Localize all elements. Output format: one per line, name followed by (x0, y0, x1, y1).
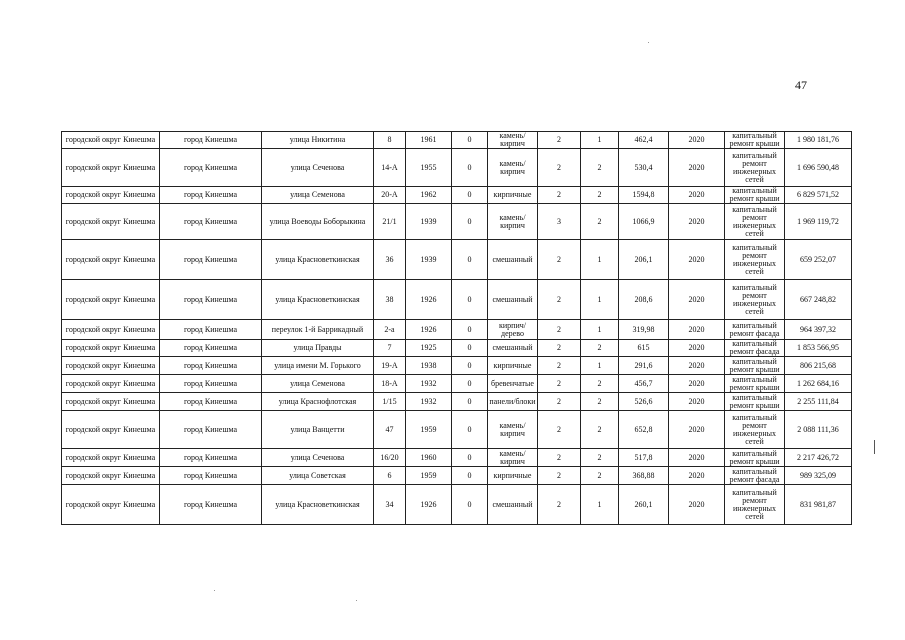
work-type-cell: капитальный ремонт инженерных сетей (725, 149, 785, 187)
work-type-cell: капитальный ремонт инженерных сетей (725, 240, 785, 280)
cost-cell: 2 088 111,36 (785, 411, 852, 449)
cost-cell: 2 255 111,84 (785, 393, 852, 411)
work-type-cell: капитальный ремонт крыши (725, 375, 785, 393)
sections-cell: 2 (581, 187, 619, 204)
city-cell: город Кинешма (160, 375, 262, 393)
cost-cell: 1 853 566,95 (785, 340, 852, 357)
area-cell: 206,1 (619, 240, 669, 280)
area-cell: 1066,9 (619, 204, 669, 240)
plan-year-cell: 2020 (669, 204, 725, 240)
municipality-cell: городской округ Кинешма (62, 340, 160, 357)
material-cell: камень/кирпич (488, 132, 538, 149)
floors-cell: 2 (538, 375, 581, 393)
work-type-cell: капитальный ремонт крыши (725, 132, 785, 149)
municipality-cell: городской округ Кинешма (62, 393, 160, 411)
house-cell: 34 (374, 485, 406, 525)
table-row (62, 411, 852, 449)
city-cell: город Кинешма (160, 280, 262, 320)
floors-cell: 2 (538, 467, 581, 485)
sections-cell: 2 (581, 393, 619, 411)
plan-year-cell: 2020 (669, 340, 725, 357)
area-cell: 530,4 (619, 149, 669, 187)
area-cell: 462,4 (619, 132, 669, 149)
area-cell: 615 (619, 340, 669, 357)
table-row (62, 132, 852, 149)
year-cell: 1939 (406, 240, 452, 280)
plan-year-cell: 2020 (669, 132, 725, 149)
area-cell: 1594,8 (619, 187, 669, 204)
house-cell: 16/20 (374, 449, 406, 467)
street-cell: улица Никитина (262, 132, 374, 149)
zero-cell: 0 (452, 485, 488, 525)
municipality-cell: городской округ Кинешма (62, 149, 160, 187)
house-cell: 7 (374, 340, 406, 357)
material-cell: камень/кирпич (488, 149, 538, 187)
cost-cell: 667 248,82 (785, 280, 852, 320)
sections-cell: 1 (581, 357, 619, 375)
cost-cell: 1 262 684,16 (785, 375, 852, 393)
area-cell: 319,98 (619, 320, 669, 340)
material-cell: кирпич/дерево (488, 320, 538, 340)
floors-cell: 2 (538, 149, 581, 187)
cost-cell: 2 217 426,72 (785, 449, 852, 467)
municipality-cell: городской округ Кинешма (62, 204, 160, 240)
sections-cell: 2 (581, 340, 619, 357)
sections-cell: 2 (581, 149, 619, 187)
material-cell: смешанный (488, 240, 538, 280)
material-cell: бревенчатые (488, 375, 538, 393)
table-row (62, 320, 852, 340)
table-row (62, 467, 852, 485)
municipality-cell: городской округ Кинешма (62, 132, 160, 149)
area-cell: 526,6 (619, 393, 669, 411)
plan-year-cell: 2020 (669, 411, 725, 449)
page-number: 47 (795, 78, 807, 92)
cost-cell: 831 981,87 (785, 485, 852, 525)
plan-year-cell: 2020 (669, 149, 725, 187)
zero-cell: 0 (452, 411, 488, 449)
material-cell: кирпичные (488, 357, 538, 375)
floors-cell: 2 (538, 411, 581, 449)
house-cell: 20-А (374, 187, 406, 204)
cost-cell: 989 325,09 (785, 467, 852, 485)
house-cell: 14-А (374, 149, 406, 187)
zero-cell: 0 (452, 449, 488, 467)
cost-cell: 6 829 571,52 (785, 187, 852, 204)
sections-cell: 1 (581, 280, 619, 320)
street-cell: улица Сеченова (262, 149, 374, 187)
municipality-cell: городской округ Кинешма (62, 411, 160, 449)
floors-cell: 2 (538, 187, 581, 204)
sections-cell: 1 (581, 320, 619, 340)
city-cell: город Кинешма (160, 240, 262, 280)
year-cell: 1932 (406, 393, 452, 411)
area-cell: 456,7 (619, 375, 669, 393)
city-cell: город Кинешма (160, 467, 262, 485)
table-row (62, 485, 852, 525)
floors-cell: 2 (538, 280, 581, 320)
table-row (62, 280, 852, 320)
street-cell: улица Краснофлотская (262, 393, 374, 411)
floors-cell: 2 (538, 340, 581, 357)
material-cell: кирпичные (488, 187, 538, 204)
work-type-cell: капитальный ремонт фасада (725, 467, 785, 485)
zero-cell: 0 (452, 149, 488, 187)
municipality-cell: городской округ Кинешма (62, 449, 160, 467)
floors-cell: 2 (538, 357, 581, 375)
scan-speck (356, 600, 357, 601)
sections-cell: 2 (581, 204, 619, 240)
work-type-cell: капитальный ремонт крыши (725, 187, 785, 204)
table-row (62, 375, 852, 393)
year-cell: 1938 (406, 357, 452, 375)
cost-cell: 1 969 119,72 (785, 204, 852, 240)
plan-year-cell: 2020 (669, 485, 725, 525)
floors-cell: 2 (538, 485, 581, 525)
sections-cell: 1 (581, 240, 619, 280)
work-type-cell: капитальный ремонт фасада (725, 340, 785, 357)
sections-cell: 1 (581, 132, 619, 149)
city-cell: город Кинешма (160, 357, 262, 375)
sections-cell: 2 (581, 411, 619, 449)
plan-year-cell: 2020 (669, 467, 725, 485)
plan-year-cell: 2020 (669, 375, 725, 393)
year-cell: 1939 (406, 204, 452, 240)
cost-cell: 806 215,68 (785, 357, 852, 375)
material-cell: смешанный (488, 280, 538, 320)
floors-cell: 2 (538, 449, 581, 467)
year-cell: 1959 (406, 467, 452, 485)
scan-speck (214, 590, 215, 591)
plan-year-cell: 2020 (669, 240, 725, 280)
street-cell: улица Воеводы Боборыкина (262, 204, 374, 240)
plan-year-cell: 2020 (669, 280, 725, 320)
year-cell: 1926 (406, 320, 452, 340)
material-cell: смешанный (488, 340, 538, 357)
plan-year-cell: 2020 (669, 187, 725, 204)
street-cell: переулок 1-й Баррикадный (262, 320, 374, 340)
cost-cell: 964 397,32 (785, 320, 852, 340)
zero-cell: 0 (452, 187, 488, 204)
municipality-cell: городской округ Кинешма (62, 357, 160, 375)
street-cell: улица Красноветкинская (262, 240, 374, 280)
floors-cell: 3 (538, 204, 581, 240)
city-cell: город Кинешма (160, 340, 262, 357)
sections-cell: 2 (581, 467, 619, 485)
floors-cell: 2 (538, 320, 581, 340)
table-row (62, 449, 852, 467)
zero-cell: 0 (452, 240, 488, 280)
street-cell: улица Семенова (262, 187, 374, 204)
area-cell: 208,6 (619, 280, 669, 320)
area-cell: 260,1 (619, 485, 669, 525)
municipality-cell: городской округ Кинешма (62, 280, 160, 320)
year-cell: 1926 (406, 485, 452, 525)
street-cell: улица Красноветкинская (262, 485, 374, 525)
work-type-cell: капитальный ремонт крыши (725, 393, 785, 411)
work-type-cell: капитальный ремонт фасада (725, 320, 785, 340)
material-cell: смешанный (488, 485, 538, 525)
house-cell: 2-а (374, 320, 406, 340)
sections-cell: 1 (581, 485, 619, 525)
plan-year-cell: 2020 (669, 393, 725, 411)
city-cell: город Кинешма (160, 393, 262, 411)
area-cell: 291,6 (619, 357, 669, 375)
zero-cell: 0 (452, 375, 488, 393)
plan-year-cell: 2020 (669, 449, 725, 467)
house-cell: 36 (374, 240, 406, 280)
street-cell: улица Советская (262, 467, 374, 485)
city-cell: город Кинешма (160, 320, 262, 340)
work-type-cell: капитальный ремонт инженерных сетей (725, 204, 785, 240)
municipality-cell: городской округ Кинешма (62, 240, 160, 280)
work-type-cell: капитальный ремонт инженерных сетей (725, 485, 785, 525)
material-cell: кирпичные (488, 467, 538, 485)
work-type-cell: капитальный ремонт инженерных сетей (725, 411, 785, 449)
street-cell: улица имени М. Горького (262, 357, 374, 375)
street-cell: улица Семенова (262, 375, 374, 393)
work-type-cell: капитальный ремонт крыши (725, 357, 785, 375)
city-cell: город Кинешма (160, 132, 262, 149)
street-cell: улица Сеченова (262, 449, 374, 467)
house-cell: 38 (374, 280, 406, 320)
table-row (62, 357, 852, 375)
floors-cell: 2 (538, 132, 581, 149)
work-type-cell: капитальный ремонт инженерных сетей (725, 280, 785, 320)
year-cell: 1926 (406, 280, 452, 320)
house-cell: 19-А (374, 357, 406, 375)
material-cell: камень/кирпич (488, 204, 538, 240)
street-cell: улица Правды (262, 340, 374, 357)
municipality-cell: городской округ Кинешма (62, 485, 160, 525)
floors-cell: 2 (538, 393, 581, 411)
scan-speck (648, 42, 649, 43)
cost-cell: 1 980 181,76 (785, 132, 852, 149)
zero-cell: 0 (452, 280, 488, 320)
year-cell: 1925 (406, 340, 452, 357)
municipality-cell: городской округ Кинешма (62, 467, 160, 485)
cost-cell: 1 696 590,48 (785, 149, 852, 187)
year-cell: 1961 (406, 132, 452, 149)
table-row (62, 240, 852, 280)
cost-cell: 659 252,07 (785, 240, 852, 280)
zero-cell: 0 (452, 320, 488, 340)
zero-cell: 0 (452, 132, 488, 149)
work-type-cell: капитальный ремонт крыши (725, 449, 785, 467)
material-cell: камень/кирпич (488, 449, 538, 467)
house-cell: 47 (374, 411, 406, 449)
house-cell: 8 (374, 132, 406, 149)
street-cell: улица Ванцетти (262, 411, 374, 449)
city-cell: город Кинешма (160, 449, 262, 467)
zero-cell: 0 (452, 357, 488, 375)
city-cell: город Кинешма (160, 204, 262, 240)
year-cell: 1959 (406, 411, 452, 449)
area-cell: 368,88 (619, 467, 669, 485)
house-cell: 21/1 (374, 204, 406, 240)
plan-year-cell: 2020 (669, 357, 725, 375)
sections-cell: 2 (581, 375, 619, 393)
house-cell: 18-А (374, 375, 406, 393)
housing-repair-table (61, 131, 852, 525)
plan-year-cell: 2020 (669, 320, 725, 340)
table-row (62, 393, 852, 411)
street-cell: улица Красноветкинская (262, 280, 374, 320)
city-cell: город Кинешма (160, 485, 262, 525)
sections-cell: 2 (581, 449, 619, 467)
margin-mark (874, 440, 875, 454)
house-cell: 6 (374, 467, 406, 485)
zero-cell: 0 (452, 393, 488, 411)
year-cell: 1960 (406, 449, 452, 467)
year-cell: 1932 (406, 375, 452, 393)
house-cell: 1/15 (374, 393, 406, 411)
area-cell: 652,8 (619, 411, 669, 449)
material-cell: панели/блоки (488, 393, 538, 411)
municipality-cell: городской округ Кинешма (62, 187, 160, 204)
municipality-cell: городской округ Кинешма (62, 375, 160, 393)
year-cell: 1962 (406, 187, 452, 204)
table-row (62, 204, 852, 240)
city-cell: город Кинешма (160, 411, 262, 449)
floors-cell: 2 (538, 240, 581, 280)
table-row (62, 149, 852, 187)
zero-cell: 0 (452, 204, 488, 240)
city-cell: город Кинешма (160, 149, 262, 187)
area-cell: 517,8 (619, 449, 669, 467)
municipality-cell: городской округ Кинешма (62, 320, 160, 340)
table-row (62, 340, 852, 357)
zero-cell: 0 (452, 340, 488, 357)
zero-cell: 0 (452, 467, 488, 485)
table-row (62, 187, 852, 204)
city-cell: город Кинешма (160, 187, 262, 204)
year-cell: 1955 (406, 149, 452, 187)
material-cell: камень/кирпич (488, 411, 538, 449)
